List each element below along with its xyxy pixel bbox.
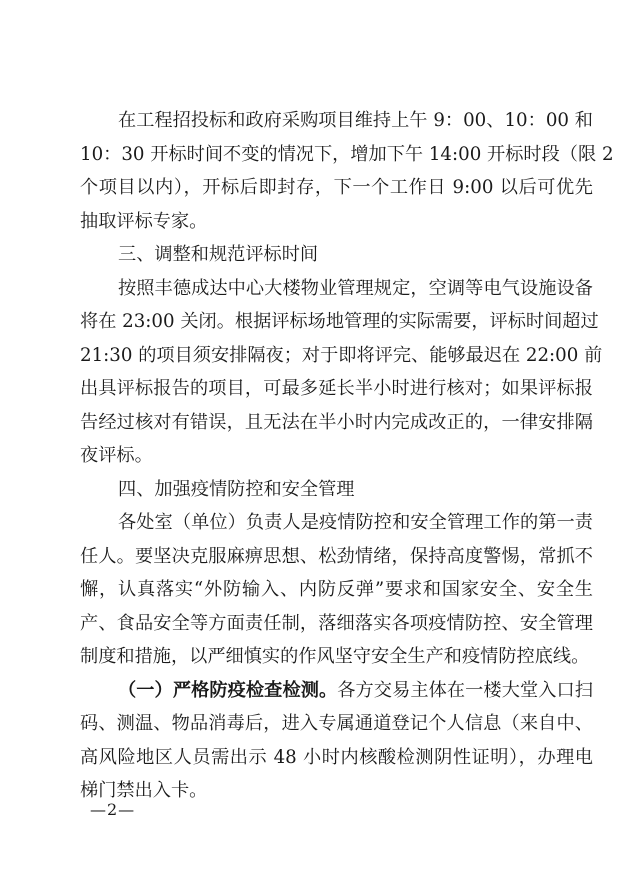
paragraph-bid-opening-line: 抽取评标专家。 <box>80 210 208 232</box>
heading-four-line: 四、加强疫情防控和安全管理 <box>118 478 355 500</box>
paragraph-responsibility-line: 产、食品安全等方面责任制，落细落实各项疫情防控、安全管理 <box>80 612 593 634</box>
paragraph-responsibility-line: 懈，认真落实“外防输入、内防反弹”要求和国家安全、安全生 <box>80 579 593 600</box>
page-number: —2— <box>90 800 136 819</box>
paragraph-bid-opening-line: 10：30 开标时间不变的情况下，增加下午 14:00 开标时段（限 2 <box>80 143 614 165</box>
paragraph-bid-opening-line: 个项目以内），开标后即封存，下一个工作日 9:00 以后可优先 <box>80 177 593 198</box>
paragraph-responsibility-line: 制度和措施，以严细慎实的作风坚守安全生产和疫情防控底线。 <box>80 646 590 667</box>
paragraph-inspection-text: 各方交易主体在一楼大堂入口扫 <box>337 679 593 701</box>
paragraph-responsibility-line: 各处室（单位）负责人是疫情防控和安全管理工作的第一责 <box>118 512 593 533</box>
paragraph-evaluation-time-line: 夜评标。 <box>80 445 153 466</box>
paragraph-responsibility-line: 任人。要坚决克服麻痹思想、松劲情绪，保持高度警惕，常抓不 <box>80 545 593 567</box>
paragraph-inspection-lead: （一）严格防疫检查检测。 <box>118 679 338 701</box>
paragraph-inspection-line: 梯门禁出入卡。 <box>80 780 208 801</box>
paragraph-inspection-line <box>80 674 593 708</box>
paragraph-evaluation-time-line: 告经过核对有错误，且无法在半小时内完成改正的，一律安排隔 <box>80 411 593 433</box>
paragraph-inspection-line: 高风险地区人员需出示 48 小时内核酸检测阴性证明），办理电 <box>80 746 593 768</box>
paragraph-evaluation-time-line: 21:30 的项目须安排隔夜；对于即将评完、能够最迟在 22:00 前 <box>80 344 603 366</box>
paragraph-evaluation-time-line: 出具评标报告的项目，可最多延长半小时进行核对；如果评标报 <box>80 378 593 399</box>
document-body <box>80 104 614 808</box>
paragraph-evaluation-time-line: 将在 23:00 关闭。根据评标场地管理的实际需要，评标时间超过 <box>80 311 599 332</box>
paragraph-inspection-line: 码、测温、物品消毒后，进入专属通道登记个人信息（来自中、 <box>80 713 593 734</box>
paragraph-evaluation-time-line: 按照丰德成达中心大楼物业管理规定，空调等电气设施设备 <box>118 277 593 299</box>
heading-three-line: 三、调整和规范评标时间 <box>118 244 319 265</box>
paragraph-bid-opening-line: 在工程招投标和政府采购项目维持上午 9：00、10：00 和 <box>118 110 593 131</box>
